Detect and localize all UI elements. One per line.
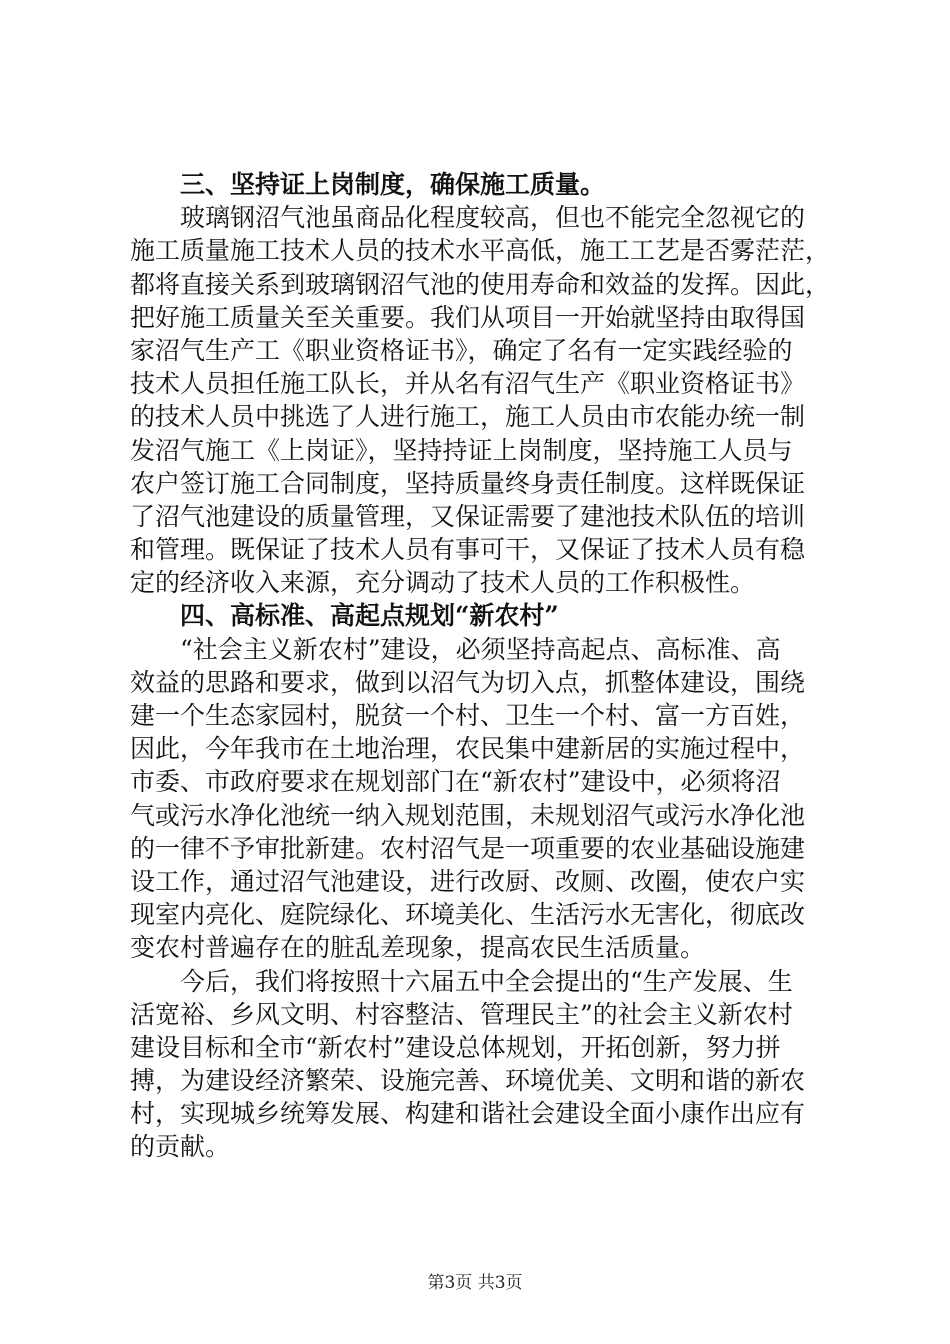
text-line: 气或污水净化池统一纳入规划范围，未规划沼气或污水净化池 xyxy=(130,800,806,830)
page-footer xyxy=(0,1268,950,1293)
section-heading: 三、坚持证上岗制度，确保施工质量。 xyxy=(130,170,606,199)
text-line: 家沼气生产工《职业资格证书》，确定了名有一定实践经验的 xyxy=(130,335,793,365)
page-number: 第3页 共3页 xyxy=(427,1273,523,1293)
text-line: 定的经济收入来源，充分调动了技术人员的工作积极性。 xyxy=(130,568,756,598)
text-line: 村，实现城乡统筹发展、构建和谐社会建设全面小康作出应有 xyxy=(130,1099,806,1129)
text-line: 效益的思路和要求，做到以沼气为切入点，抓整体建设，围绕 xyxy=(130,667,806,697)
text-line: 建设目标和全市“新农村”建设总体规划，开拓创新，努力拼 xyxy=(130,1032,781,1062)
section-heading: 四、高标准、高起点规划“新农村” xyxy=(130,601,559,631)
text-line: 了沼气池建设的质量管理，又保证需要了建池技术队伍的培训 xyxy=(130,501,806,531)
text-line: 的贡献。 xyxy=(130,1132,231,1162)
text-line: 设工作，通过沼气池建设，进行改厨、改厕、改圈，使农户实 xyxy=(130,866,806,896)
text-line: 技术人员担任施工队长，并从名有沼气生产《职业资格证书》 xyxy=(130,369,806,399)
text-line: 今后，我们将按照十六届五中全会提出的“生产发展、生 xyxy=(130,966,793,996)
text-line: 发沼气施工《上岗证》，坚持持证上岗制度，坚持施工人员与 xyxy=(130,435,793,465)
text-line: 玻璃钢沼气池虽商品化程度较高，但也不能完全忽视它的 xyxy=(130,203,806,233)
document-body xyxy=(130,168,830,1164)
text-line: 和管理。既保证了技术人员有事可干，又保证了技术人员有稳 xyxy=(130,535,806,565)
text-line: 活宽裕、乡风文明、村容整洁、管理民主”的社会主义新农村 xyxy=(130,999,793,1029)
text-line: 农户签订施工合同制度，坚持质量终身责任制度。这样既保证 xyxy=(130,468,806,498)
text-line: “社会主义新农村”建设，必须坚持高起点、高标准、高 xyxy=(130,634,781,664)
text-line: 市委、市政府要求在规划部门在“新农村”建设中，必须将沼 xyxy=(130,767,781,797)
text-line: 的技术人员中挑选了人进行施工，施工人员由市农能办统一制 xyxy=(130,402,806,432)
text-line: 建一个生态家园村，脱贫一个村、卫生一个村、富一方百姓， xyxy=(130,701,806,730)
text-line: 现室内亮化、庭院绿化、环境美化、生活污水无害化，彻底改 xyxy=(130,900,806,930)
text-line: 因此，今年我市在土地治理，农民集中建新居的实施过程中， xyxy=(130,734,806,764)
text-line: 把好施工质量关至关重要。我们从项目一开始就坚持由取得国 xyxy=(130,302,806,332)
text-line: 变农村普遍存在的脏乱差现象，提高农民生活质量。 xyxy=(130,933,706,963)
text-line: 都将直接关系到玻璃钢沼气池的使用寿命和效益的发挥。因此， xyxy=(130,269,831,299)
text-line: 施工质量施工技术人员的技术水平高低，施工工艺是否雾茫茫， xyxy=(130,236,831,266)
text-line: 的一律不予审批新建。农村沼气是一项重要的农业基础设施建 xyxy=(130,833,806,863)
text-line: 搏，为建设经济繁荣、设施完善、环境优美、文明和谐的新农 xyxy=(130,1066,806,1096)
